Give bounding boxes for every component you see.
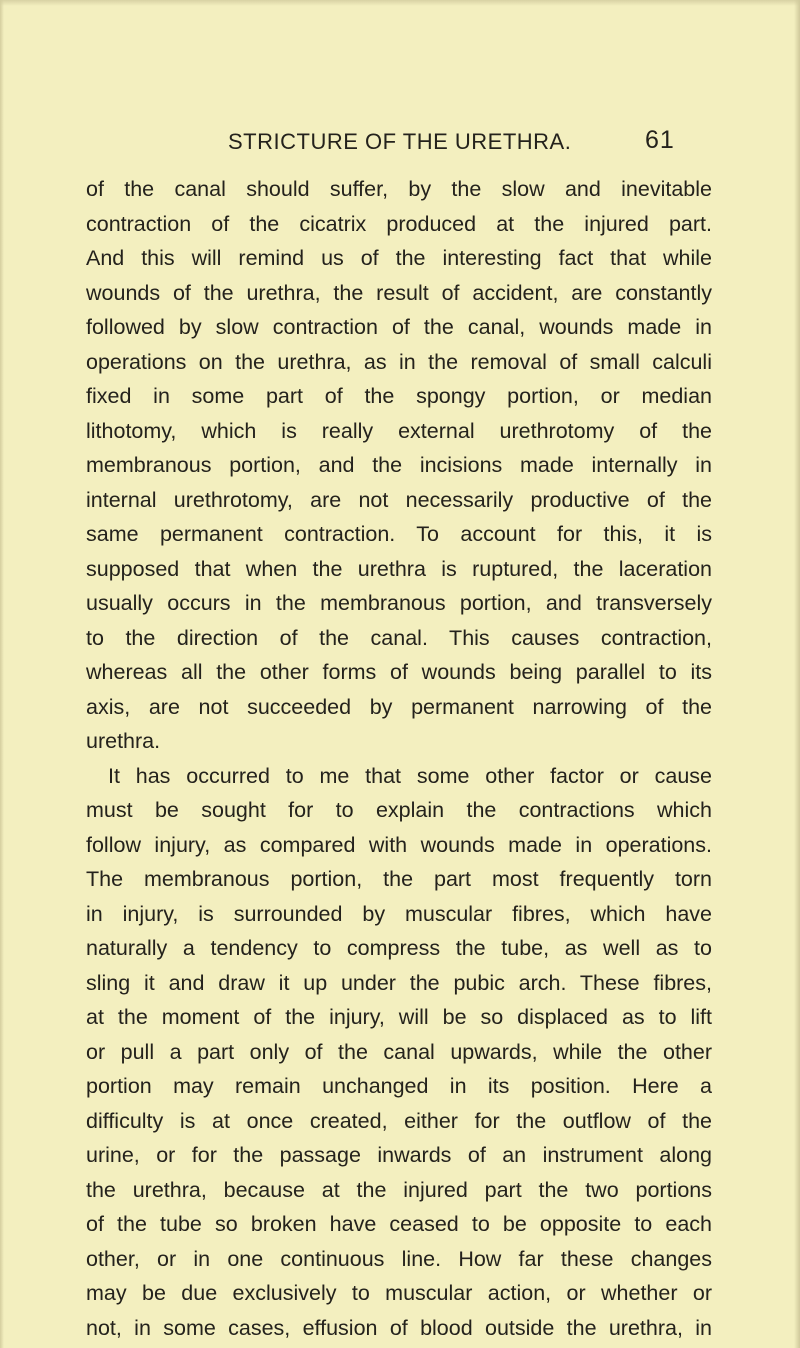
text-line-paragraph-end: urethra.	[86, 729, 161, 753]
running-head-title: STRICTURE OF THE URETHRA.	[228, 129, 572, 154]
text-line: other, or in one continuous line. How far these changes	[86, 1246, 712, 1271]
text-line: of the tube so broken have ceased to be opposite to each	[86, 1212, 712, 1236]
text-line: operations on the urethra, as in the removal of small calculi	[86, 349, 712, 374]
text-line: difficulty is at once created, either for the outflow of the	[86, 1108, 712, 1133]
page-edge-right	[794, 0, 800, 1348]
text-line: internal urethrotomy, are not necessarily productive of the	[86, 487, 712, 512]
text-line: membranous portion, and the incisions made internally in	[86, 453, 712, 477]
body-text	[86, 172, 712, 1345]
text-line: at the moment of the injury, will be so displaced as to lift	[86, 1005, 712, 1029]
text-line: usually occurs in the membranous portion, and transversely	[86, 591, 712, 615]
page-edge-top	[0, 0, 800, 6]
text-line: lithotomy, which is really external urethrotomy of the	[86, 418, 712, 443]
text-line: And this will remind us of the interesting fact that while	[86, 246, 712, 270]
text-line: The membranous portion, the part most frequently torn	[86, 867, 712, 891]
text-line: to the direction of the canal. This causes contraction,	[86, 625, 712, 650]
text-line: not, in some cases, effusion of blood outside the urethra, in	[86, 1315, 712, 1340]
text-line: wounds of the urethra, the result of accident, are constantly	[86, 280, 712, 305]
text-line: followed by slow contraction of the canal, wounds made in	[86, 315, 712, 339]
text-line: in injury, is surrounded by muscular fibres, which have	[86, 901, 712, 926]
text-line: fixed in some part of the spongy portion, or median	[86, 384, 712, 408]
page-number: 61	[645, 126, 675, 154]
text-line: axis, are not succeeded by permanent narrowing of the	[86, 694, 712, 719]
text-line-paragraph-start: It has occurred to me that some other factor or cause	[108, 763, 712, 788]
text-line: of the canal should suffer, by the slow and inevitable	[86, 177, 712, 201]
text-line: naturally a tendency to compress the tube, as well as to	[86, 936, 712, 960]
text-line: may be due exclusively to muscular action, or whether or	[86, 1281, 712, 1305]
text-line: must be sought for to explain the contractions which	[86, 798, 712, 822]
text-line: contraction of the cicatrix produced at the injured part.	[86, 211, 712, 236]
text-line: same permanent contraction. To account for this, it is	[86, 522, 712, 546]
text-line: follow injury, as compared with wounds made in operations.	[86, 832, 712, 857]
text-line: supposed that when the urethra is ruptured, the laceration	[86, 556, 712, 581]
text-line: sling it and draw it up under the pubic arch. These fibres,	[86, 970, 712, 995]
text-line: or pull a part only of the canal upwards, while the other	[86, 1039, 712, 1064]
text-line: the urethra, because at the injured part the two portions	[86, 1177, 712, 1202]
text-line: portion may remain unchanged in its position. Here a	[86, 1074, 712, 1098]
text-line: urine, or for the passage inwards of an instrument along	[86, 1143, 712, 1167]
page-edge-left	[0, 0, 4, 1348]
text-line: whereas all the other forms of wounds being parallel to its	[86, 660, 712, 684]
